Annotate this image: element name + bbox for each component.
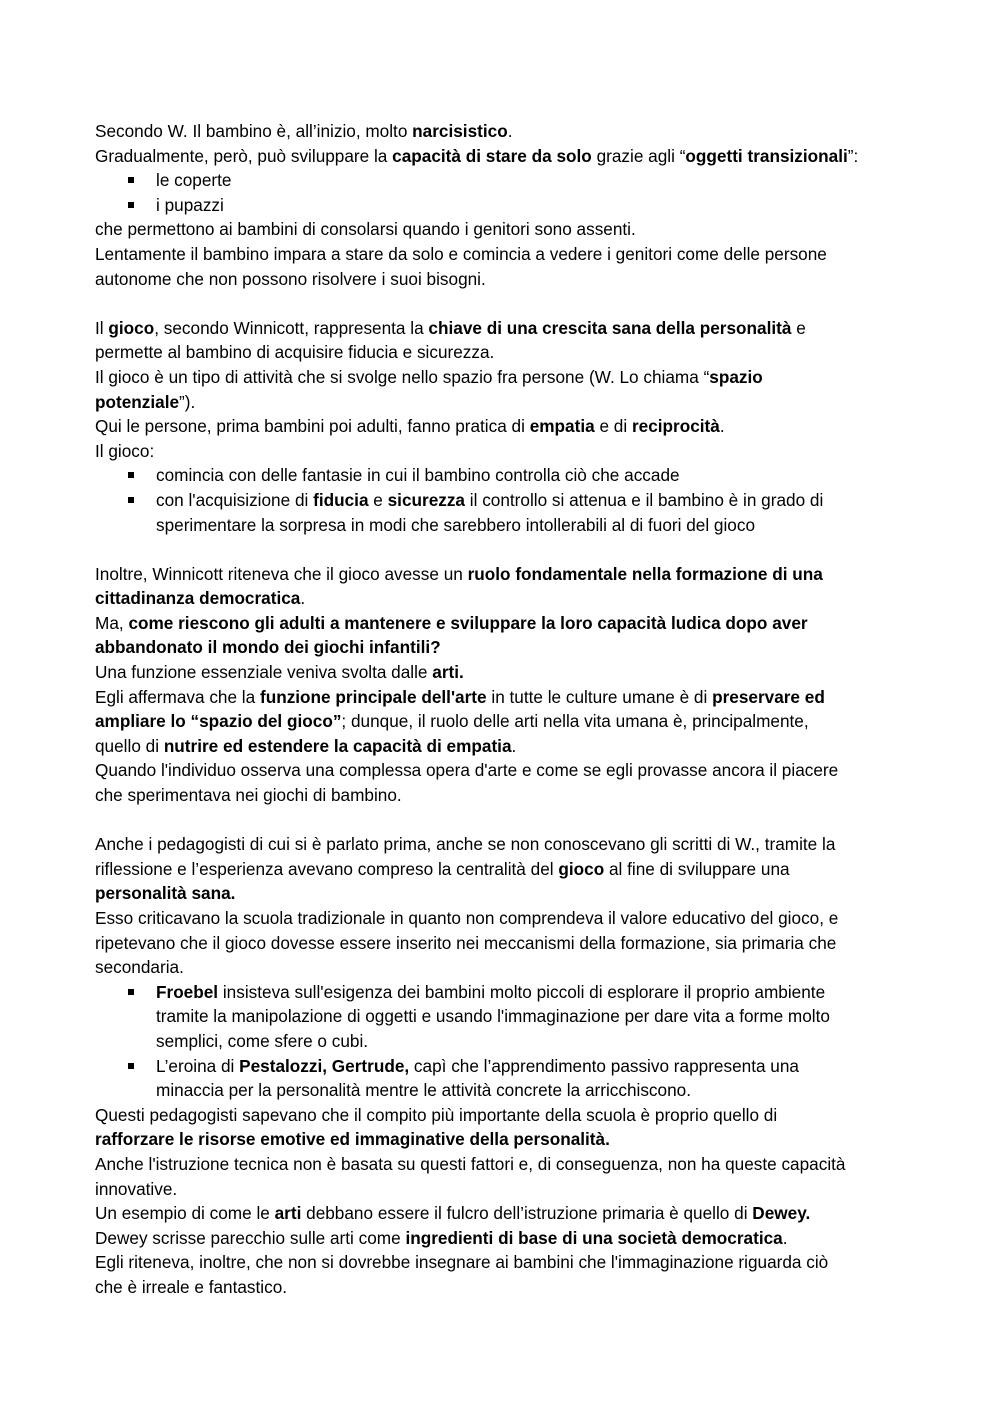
text-run: sperimentare la sorpresa in modi che sarebbero intollerabili al di fuori del gioco: [156, 514, 756, 535]
text-line: [95, 783, 940, 808]
bold-text: narcisistico: [412, 121, 508, 141]
text-line: [95, 365, 940, 390]
text-line: [95, 242, 940, 267]
text-run: Lentamente il bambino impara a stare da solo e comincia a vedere i genitori come delle persone: [95, 243, 827, 264]
paragraph: [95, 119, 940, 168]
text-line: [95, 611, 940, 636]
list-item-line: [95, 513, 940, 538]
list-item-line: [95, 1054, 940, 1079]
text-line: [95, 217, 940, 242]
text-line: [95, 267, 940, 292]
text-run: Dewey scrisse parecchio sulle arti come: [95, 1227, 406, 1248]
square-bullet-icon: [128, 497, 134, 503]
text-run: Inoltre, Winnicott riteneva che il gioco avesse un: [95, 563, 468, 584]
text-line: [95, 562, 940, 587]
bold-text: ruolo fondamentale nella formazione di una: [467, 563, 823, 584]
list-item-line: [95, 1004, 940, 1029]
bold-text: capacità di stare da solo: [392, 145, 592, 166]
text-run: debbano essere il fulcro dell’istruzione primaria è quello di: [301, 1203, 753, 1224]
text-run: Anche i pedagogisti di cui si è parlato prima, anche se non conoscevano gli scritti di W., tramite la: [95, 834, 836, 855]
text-run: il controllo si attenua e il bambino è in grado di: [465, 489, 824, 510]
text-run: , secondo Winnicott, rappresenta la: [154, 317, 429, 338]
bold-text: personalità sana.: [95, 883, 236, 904]
bold-text: Pestalozzi, Gertrude,: [239, 1055, 410, 1076]
bullet-list: [95, 168, 940, 217]
text-run: e: [368, 489, 388, 510]
paragraph: [95, 217, 940, 291]
text-run: Un esempio di come le: [95, 1203, 275, 1224]
text-line: [95, 119, 940, 144]
text-line: [95, 586, 940, 611]
text-line: [95, 734, 940, 759]
list-item: [95, 168, 940, 193]
list-item: [95, 1054, 940, 1103]
text-run: Gradualmente, però, può sviluppare la: [95, 145, 393, 166]
list-item: [95, 193, 940, 218]
text-run: L’eroina di: [156, 1055, 240, 1076]
square-bullet-icon: [128, 472, 134, 478]
text-line: [95, 1152, 940, 1177]
text-run: Qui le persone, prima bambini poi adulti, fanno pratica di: [95, 416, 530, 437]
paragraph-spacer: [95, 291, 940, 316]
paragraph-spacer: [95, 537, 940, 562]
text-run: .: [300, 588, 306, 609]
text-run: che sperimentava nei giochi di bambino.: [95, 785, 402, 806]
text-line: [95, 832, 940, 857]
text-line: [95, 931, 940, 956]
paragraph: [95, 316, 940, 464]
bold-text: arti: [274, 1203, 302, 1224]
text-line: [95, 439, 940, 464]
text-line: [95, 1201, 940, 1226]
text-run: Egli affermava che la: [95, 686, 260, 707]
text-run: ”:: [847, 145, 859, 166]
square-bullet-icon: [128, 202, 134, 208]
text-run: che permettono ai bambini di consolarsi quando i genitori sono assenti.: [95, 219, 636, 240]
bold-text: spazio: [709, 366, 763, 387]
text-run: Quando l'individuo osserva una complessa opera d'arte e come se egli provasse ancora il piacere: [95, 760, 839, 781]
text-line: [95, 316, 940, 341]
bullet-list: [95, 980, 940, 1103]
paragraph-spacer: [95, 808, 940, 833]
text-line: [95, 340, 940, 365]
bold-text: abbandonato il mondo dei giochi infantili?: [95, 637, 441, 658]
text-run: comincia con delle fantasie in cui il bambino controlla ciò che accade: [156, 465, 680, 486]
text-line: [95, 906, 940, 931]
bold-text: potenziale: [95, 391, 180, 412]
bullet-list: [95, 463, 940, 537]
bold-text: funzione principale dell'arte: [259, 686, 487, 707]
list-item-line: [95, 488, 940, 513]
text-line: [95, 1177, 940, 1202]
bold-text: ingredienti di base di una società democratica: [405, 1227, 783, 1248]
text-line: [95, 1127, 940, 1152]
bold-text: chiave di una crescita sana della personalità: [428, 317, 792, 338]
text-run: .: [511, 735, 517, 756]
list-item-line: [95, 1029, 940, 1054]
square-bullet-icon: [128, 1063, 134, 1069]
text-line: [95, 881, 940, 906]
square-bullet-icon: [128, 177, 134, 183]
text-line: [95, 685, 940, 710]
list-item-line: [95, 193, 940, 218]
text-run: Anche l'istruzione tecnica non è basata su questi fattori e, di conseguenza, non ha queste capacità: [95, 1153, 846, 1174]
paragraph: [95, 562, 940, 808]
bold-text: ampliare lo “spazio del gioco”: [95, 711, 342, 732]
text-run: .: [507, 121, 513, 141]
text-run: secondaria.: [95, 957, 184, 978]
paragraph: [95, 1103, 940, 1300]
paragraph: [95, 832, 940, 980]
bold-text: gioco: [558, 858, 605, 879]
text-run: minaccia per la personalità mentre le attività concrete la arricchiscono.: [156, 1080, 691, 1101]
text-run: Il: [95, 317, 109, 338]
text-line: [95, 1275, 940, 1300]
text-run: innovative.: [95, 1178, 178, 1199]
list-item-line: [95, 168, 940, 193]
text-run: e di: [594, 416, 632, 437]
text-run: Secondo W. Il bambino è, all’inizio, molto: [95, 121, 413, 141]
list-item: [95, 463, 940, 488]
list-item: [95, 980, 940, 1054]
bold-text: oggetti transizionali: [685, 145, 848, 166]
text-run: capì che l’apprendimento passivo rappresenta una: [409, 1055, 799, 1076]
text-run: Egli riteneva, inoltre, che non si dovrebbe insegnare ai bambini che l'immaginazione riguarda ciò: [95, 1252, 829, 1273]
text-line: [95, 709, 940, 734]
text-run: Il gioco è un tipo di attività che si svolge nello spazio fra persone (W. Lo chiama “: [95, 366, 710, 387]
text-line: [95, 660, 940, 685]
text-line: [95, 857, 940, 882]
text-run: Una funzione essenziale veniva svolta dalle: [95, 662, 433, 683]
text-run: insisteva sull'esigenza dei bambini molto piccoli di esplorare il proprio ambiente: [218, 981, 826, 1002]
bold-text: Froebel: [156, 981, 219, 1002]
bold-text: nutrire ed estendere la capacità di empatia: [163, 735, 512, 756]
text-run: ripetevano che il gioco dovesse essere inserito nei meccanismi della formazione, sia primaria che: [95, 932, 837, 953]
bold-text: arti.: [432, 662, 464, 683]
bold-text: fiducia: [313, 489, 369, 510]
text-run: autonome che non possono risolvere i suoi bisogni.: [95, 268, 486, 289]
bold-text: empatia: [529, 416, 595, 437]
text-run: .: [782, 1227, 788, 1248]
text-run: con l'acquisizione di: [156, 489, 314, 510]
list-item: [95, 488, 940, 537]
bold-text: come riescono gli adulti a mantenere e sviluppare la loro capacità ludica dopo aver: [128, 612, 808, 633]
text-run: i pupazzi: [156, 194, 224, 215]
text-run: che è irreale e fantastico.: [95, 1276, 288, 1297]
text-run: Questi pedagogisti sapevano che il compito più importante della scuola è proprio quello di: [95, 1104, 778, 1125]
bold-text: gioco: [108, 317, 155, 338]
square-bullet-icon: [128, 989, 134, 995]
bold-text: reciprocità: [631, 416, 720, 437]
text-run: tramite la manipolazione di oggetti e usando l'immaginazione per dare vita a forme molto: [156, 1006, 830, 1027]
text-run: le coperte: [156, 170, 232, 191]
text-line: [95, 1226, 940, 1251]
text-run: riflessione e l’esperienza avevano compreso la centralità del: [95, 858, 559, 879]
bold-text: preservare ed: [712, 686, 825, 707]
text-line: [95, 1250, 940, 1275]
text-run: .: [719, 416, 725, 437]
text-line: [95, 144, 940, 169]
text-run: grazie agli “: [591, 145, 686, 166]
text-line: [95, 414, 940, 439]
text-run: in tutte le culture umane è di: [486, 686, 713, 707]
text-line: [95, 758, 940, 783]
text-line: [95, 955, 940, 980]
text-run: semplici, come sfere o cubi.: [156, 1030, 369, 1051]
text-run: e: [791, 317, 806, 338]
bold-text: sicurezza: [387, 489, 465, 510]
text-run: Il gioco:: [95, 440, 155, 461]
list-item-line: [95, 1078, 940, 1103]
list-item-line: [95, 463, 940, 488]
bold-text: rafforzare le risorse emotive ed immaginative della personalità.: [95, 1129, 610, 1150]
bold-text: Dewey.: [752, 1203, 811, 1224]
text-run: quello di: [95, 735, 164, 756]
text-line: [95, 390, 940, 415]
text-run: ”).: [179, 391, 196, 412]
text-line: [95, 635, 940, 660]
text-run: permette al bambino di acquisire fiducia e sicurezza.: [95, 342, 495, 363]
text-run: ; dunque, il ruolo delle arti nella vita umana è, principalmente,: [341, 711, 809, 732]
list-item-line: [95, 980, 940, 1005]
text-run: al fine di sviluppare una: [604, 858, 790, 879]
text-line: [95, 1103, 940, 1128]
text-run: Esso criticavano la scuola tradizionale in quanto non comprendeva il valore educativo del gioco, e: [95, 908, 839, 928]
bold-text: cittadinanza democratica: [95, 588, 301, 609]
text-run: Ma,: [95, 612, 129, 633]
